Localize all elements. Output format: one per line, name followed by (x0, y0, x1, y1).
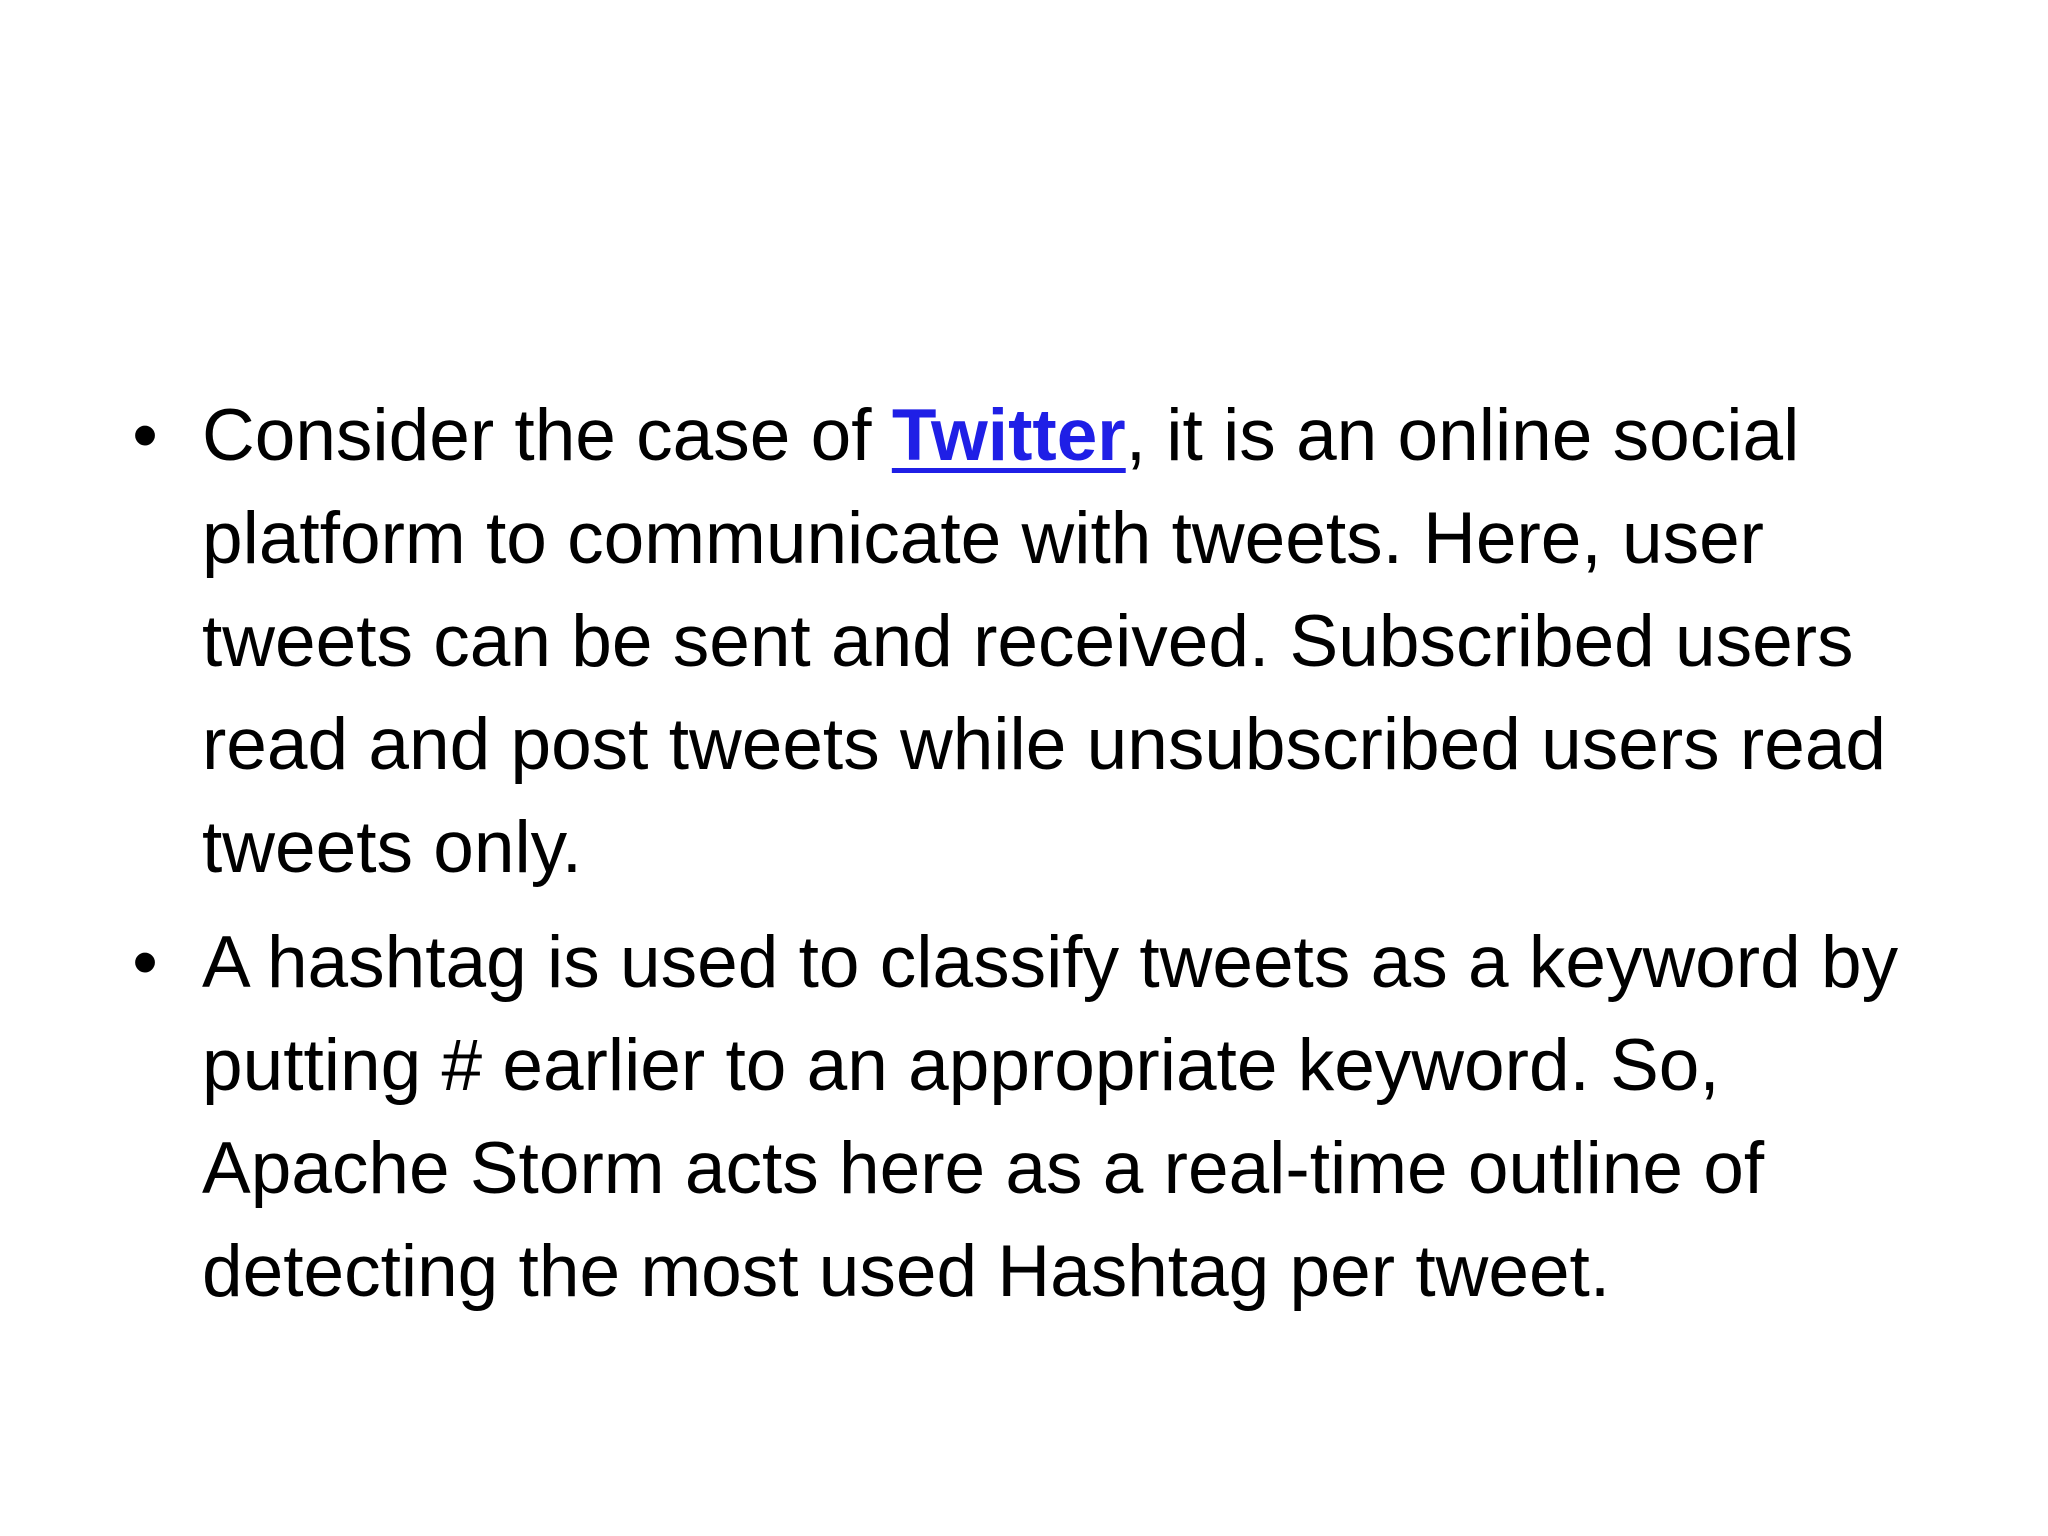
bullet-item-twitter (120, 384, 1980, 899)
bullet-marker: • (132, 922, 158, 1003)
bullet-text-after-link: , it is an online social platform to communicate with tweets. Here, user tweets can be sent and received. Subscribed users read and post tweets while unsubscribed users read tweets only. (202, 395, 1887, 888)
twitter-link[interactable]: Twitter (891, 395, 1126, 476)
bullet-list (120, 384, 1980, 1335)
bullet-text (202, 384, 1980, 899)
bullet-item-hashtag (120, 911, 1980, 1323)
bullet-text: A hashtag is used to classify tweets as a keyword by putting # earlier to an appropriate keyword. So, Apache Storm acts here as a real-time outline of detecting the most used Hashtag per tweet. (202, 922, 1899, 1312)
bullet-text-before-link: Consider the case of (202, 395, 892, 476)
bullet-marker: • (132, 395, 158, 476)
